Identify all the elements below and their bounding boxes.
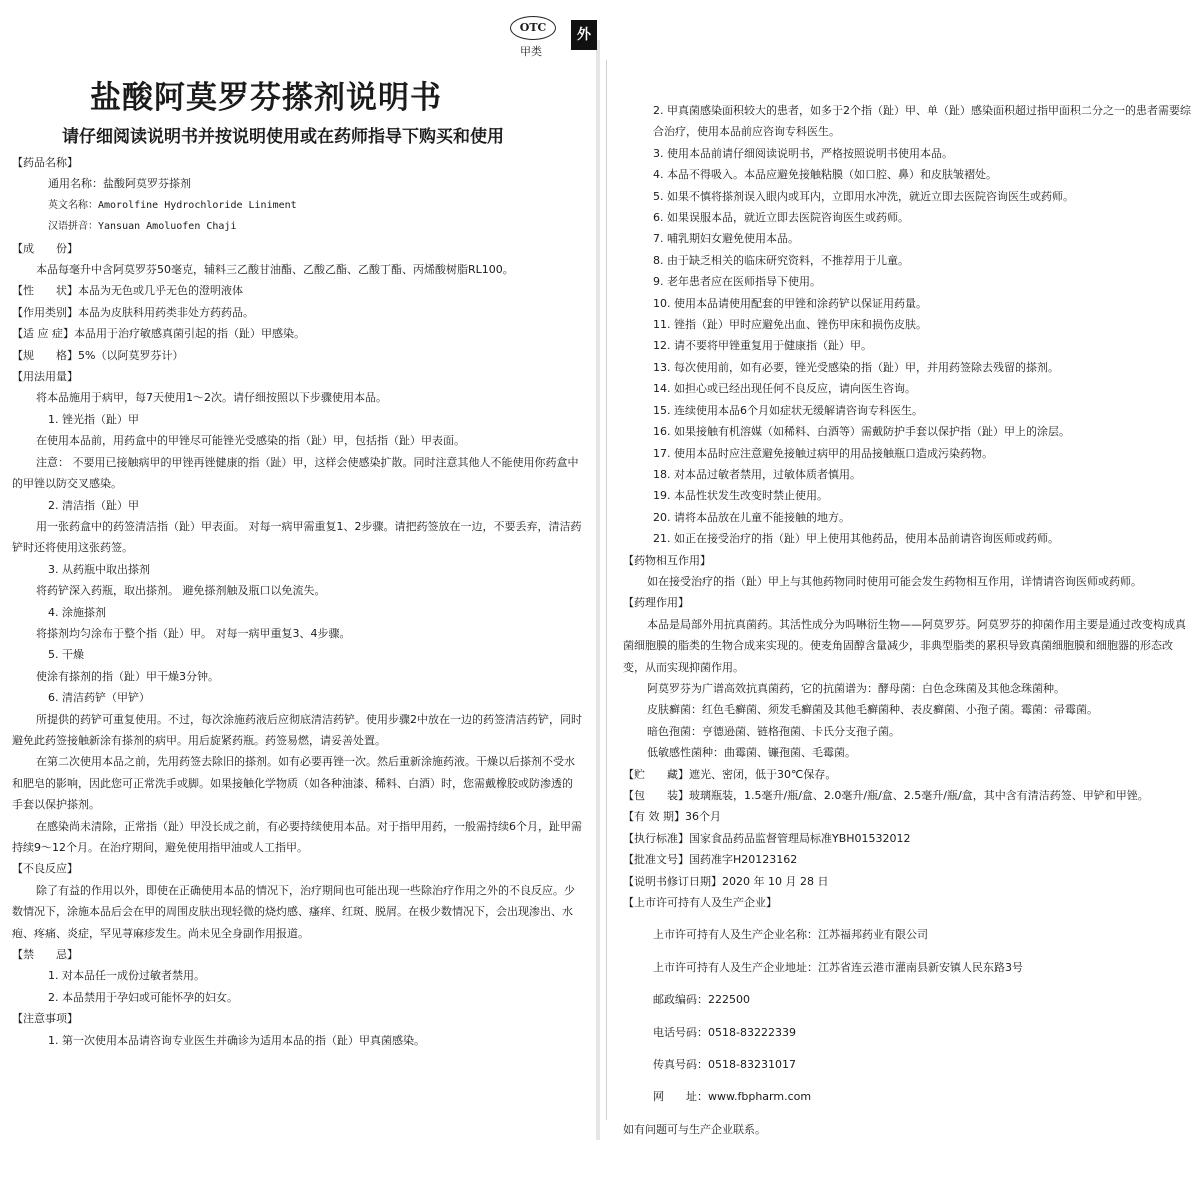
spectrum-line: 皮肤癣菌：红色毛癣菌、须发毛癣菌及其他毛癣菌种、表皮癣菌、小孢子菌。霉菌：帚霉菌。 <box>647 703 1098 717</box>
contraindication-2: 2. 本品禁用于孕妇或可能怀孕的妇女。 <box>48 990 238 1004</box>
composition-heading: 【成 份】 <box>12 241 78 255</box>
indication-row: 【适 应 症】本品用于治疗敏感真菌引起的指（趾）甲感染。 <box>12 327 305 341</box>
precaution-item: 12. 请不要将甲锉重复用于健康指（趾）甲。 <box>653 339 872 353</box>
precaution-item: 19. 本品性状发生改变时禁止使用。 <box>653 489 828 503</box>
revision-row: 【说明书修订日期】2020 年 10 月 28 日 <box>623 874 829 888</box>
validity-row: 【有 效 期】36个月 <box>623 810 721 824</box>
interaction-text: 如在接受治疗的指（趾）甲上与其他药物同时使用可能会发生药物相互作用，详情请咨询医师或药师。 <box>647 574 1142 588</box>
closing-note: 如有问题可与生产企业联系。 <box>623 1122 766 1136</box>
precaution-item: 17. 使用本品时应注意避免接触过病甲的用品接触瓶口造成污染药物。 <box>653 446 993 460</box>
step4-text: 将搽剂均匀涂布于整个指（趾）甲。 对每一病甲重复3、4步骤。 <box>36 626 351 640</box>
page-subtitle: 请仔细阅读说明书并按说明使用或在药师指导下购买和使用 <box>62 127 504 147</box>
spectrum-line: 阿莫罗芬为广谱高效抗真菌药，它的抗菌谱为：酵母菌：白色念珠菌及其他念珠菌种。 <box>647 681 1065 695</box>
step1-text: 在使用本品前，用药盒中的甲锉尽可能锉光受感染的指（趾）甲，包括指（趾）甲表面。 <box>36 434 465 448</box>
precaution-list <box>623 100 1193 550</box>
postcode: 邮政编码：222500 <box>653 993 750 1007</box>
left-page <box>4 60 587 1120</box>
precaution-item: 14. 如担心或已经出现任何不良反应，请向医生咨询。 <box>653 382 916 396</box>
holder-heading: 【上市许可持有人及生产企业】 <box>623 896 777 910</box>
step1-title: 1. 锉光指（趾）甲 <box>48 412 139 426</box>
phone: 电话号码：0518-83222339 <box>653 1025 796 1039</box>
step4-title: 4. 涂施搽剂 <box>48 605 106 619</box>
right-content <box>623 100 1193 1140</box>
spectrum-line: 暗色孢菌：亨德逊菌、链格孢菌、卡氏分支孢子菌。 <box>647 724 900 738</box>
specification-row: 【规 格】5%（以阿莫罗芬计） <box>12 348 184 362</box>
step3-title: 3. 从药瓶中取出搽剂 <box>48 562 150 576</box>
left-content <box>12 152 582 1051</box>
right-page <box>606 60 1197 1136</box>
usage-para-2: 在第二次使用本品之前，先用药签去除旧的搽剂。如有必要再锉一次。然后重新涂施药液。干燥以后搽剂不受水和肥皂的影响，因此您可正常洗手或脚。如果接触化学物质（如各种油漆、稀料、白酒）时，您需戴橡胶或防渗透的手套以保护搽剂。 <box>12 755 575 812</box>
precaution-item: 13. 每次使用前，如有必要，锉光受感染的指（趾）甲，并用药签除去残留的搽剂。 <box>653 360 1059 374</box>
step2-title: 2. 清洁指（趾）甲 <box>48 498 139 512</box>
precaution-item: 15. 连续使用本品6个月如症状无缓解请咨询专科医生。 <box>653 403 923 417</box>
precaution-item: 5. 如果不慎将搽剂误入眼内或耳内，立即用水冲洗，就近立即去医院咨询医生或药师。 <box>653 189 1074 203</box>
holder-address: 上市许可持有人及生产企业地址：江苏省连云港市灌南县新安镇人民东路3号 <box>653 960 1023 974</box>
contraindication-1: 1. 对本品任一成份过敏者禁用。 <box>48 969 205 983</box>
composition-text: 本品每毫升中含阿莫罗芬50毫克，辅料三乙酸甘油酯、乙酸乙酯、乙酸丁酯、丙烯酸树脂RL100。 <box>36 263 514 277</box>
fold-shadow <box>596 40 600 1140</box>
usage-para-3: 在感染尚未清除，正常指（趾）甲没长成之前，有必要持续使用本品。对于指甲用药，一般需持续6个月，趾甲需持续9～12个月。在治疗期间，避免使用指甲油或人工指甲。 <box>12 819 582 854</box>
precaution-item: 3. 使用本品前请仔细阅读说明书，严格按照说明书使用本品。 <box>653 146 953 160</box>
precaution-item: 7. 哺乳期妇女避免使用本品。 <box>653 232 799 246</box>
precaution-item: 2. 甲真菌感染面积较大的患者，如多于2个指（趾）甲、单（趾）感染面积超过指甲面积二分之一的患者需要综合治疗，使用本品前应咨询专科医生。 <box>653 104 1191 139</box>
pharmacology-heading: 【药理作用】 <box>623 596 689 610</box>
precaution-item: 8. 由于缺乏相关的临床研究资料，不推荐用于儿童。 <box>653 253 909 267</box>
step2-text: 用一张药盒中的药签清洁指（趾）甲表面。 对每一病甲需重复1、2步骤。请把药签放在一边，不要丢弃，清洁药铲时还将使用这张药签。 <box>12 519 582 555</box>
external-use-badge: 外 <box>571 20 597 50</box>
precaution-item: 4. 本品不得吸入。本品应避免接触粘膜（如口腔、鼻）和皮肤皱褶处。 <box>653 168 997 182</box>
standard-row: 【执行标准】国家食品药品监督管理局标准YBH01532012 <box>623 831 911 845</box>
precaution-item: 21. 如正在接受治疗的指（趾）甲上使用其他药品，使用本品前请咨询医师或药师。 <box>653 532 1059 546</box>
precaution-item: 10. 使用本品请使用配套的甲锉和涂药铲以保证用药量。 <box>653 296 927 310</box>
step6-title: 6. 清洁药铲（甲铲） <box>48 691 150 705</box>
properties-row: 【性 状】本品为无色或几乎无色的澄明液体 <box>12 284 243 298</box>
precaution-item: 6. 如果误服本品，就近立即去医院咨询医生或药师。 <box>653 211 909 225</box>
step6-text: 所提供的药铲可重复使用。不过，每次涂施药液后应彻底清洁药铲。使用步骤2中放在一边的药签清洁药铲，同时避免此药签接触新涂有搽剂的病甲。用后旋紧药瓶。药签易燃，请妥善处置。 <box>12 712 582 747</box>
interaction-heading: 【药物相互作用】 <box>623 553 711 567</box>
step5-title: 5. 干燥 <box>48 648 84 662</box>
approval-row: 【批准文号】国药准字H20123162 <box>623 853 798 867</box>
usage-heading: 【用法用量】 <box>12 370 78 384</box>
otc-category: 甲类 <box>520 45 542 58</box>
holder-name: 上市许可持有人及生产企业名称：江苏福邦药业有限公司 <box>653 928 928 942</box>
contraindication-heading: 【禁 忌】 <box>12 948 78 962</box>
step1-note: 注意： 不要用已接触病甲的甲锉再锉健康的指（趾）甲，这样会使感染扩散。同时注意其他人不能使用你药盒中的甲锉以防交叉感染。 <box>12 455 579 491</box>
precaution-item: 9. 老年患者应在医师指导下使用。 <box>653 275 821 289</box>
precaution-item: 11. 锉指（趾）甲时应避免出血、锉伤甲床和损伤皮肤。 <box>653 318 927 332</box>
english-name: 英文名称：Amorolfine Hydrochloride Liniment <box>48 199 297 211</box>
usage-intro: 将本品施用于病甲，每7天使用1～2次。请仔细按照以下步骤使用本品。 <box>36 391 387 405</box>
pharmacology-text: 本品是局部外用抗真菌药。其活性成分为吗啉衍生物——阿莫罗芬。阿莫罗芬的抑菌作用主要是通过改变构成真菌细胞膜的脂类的生物合成来实现的。使麦角固醇含量减少，非典型脂类的累积导致真菌细胞膜和细胞器的形态改变，从而实现抑菌作用。 <box>623 617 1186 674</box>
storage-row: 【贮 藏】遮光、密闭，低于30℃保存。 <box>623 767 837 781</box>
adverse-text: 除了有益的作用以外，即使在正确使用本品的情况下，治疗期间也可能出现一些除治疗作用之外的不良反应。少数情况下，涂施本品后会在甲的周围皮肤出现轻微的烧灼感、瘙痒、红斑、脱屑。在极少数情况下，会出现渗出、水疱、疼痛、炎症，罕见荨麻疹发生。尚未见全身副作用报道。 <box>12 883 575 940</box>
website: 网 址：www.fbpharm.com <box>653 1090 812 1104</box>
otc-badge: OTC <box>510 16 556 40</box>
page-title: 盐酸阿莫罗芬搽剂说明书 <box>90 80 442 116</box>
precaution-item: 18. 对本品过敏者禁用，过敏体质者慎用。 <box>653 467 861 481</box>
precaution-item: 16. 如果接触有机溶媒（如稀料、白酒等）需戴防护手套以保护指（趾）甲上的涂层。 <box>653 425 1070 439</box>
adverse-heading: 【不良反应】 <box>12 862 78 876</box>
spectrum-line: 低敏感性菌种：曲霉菌、镰孢菌、毛霉菌。 <box>647 746 856 760</box>
precaution-1: 1. 第一次使用本品请咨询专业医生并确诊为适用本品的指（趾）甲真菌感染。 <box>48 1033 425 1047</box>
category-row: 【作用类别】本品为皮肤科用药类非处方药药品。 <box>12 305 254 319</box>
step3-text: 将药铲深入药瓶，取出搽剂。 避免搽剂触及瓶口以免流失。 <box>36 584 326 598</box>
precaution-item: 20. 请将本品放在儿童不能接触的地方。 <box>653 510 850 524</box>
precaution-heading: 【注意事项】 <box>12 1012 78 1026</box>
step5-text: 使涂有搽剂的指（趾）甲干燥3分钟。 <box>36 669 219 683</box>
drug-name-heading: 【药品名称】 <box>12 156 78 169</box>
package-row: 【包 装】玻璃瓶装，1.5毫升/瓶/盒、2.0毫升/瓶/盒、2.5毫升/瓶/盒，其中含有清洁药签、甲铲和甲锉。 <box>623 789 1149 802</box>
pinyin-name: 汉语拼音：Yansuan Amoluofen Chaji <box>48 221 237 233</box>
fax: 传真号码：0518-83231017 <box>653 1058 796 1072</box>
generic-name: 通用名称：盐酸阿莫罗芬搽剂 <box>48 177 191 191</box>
